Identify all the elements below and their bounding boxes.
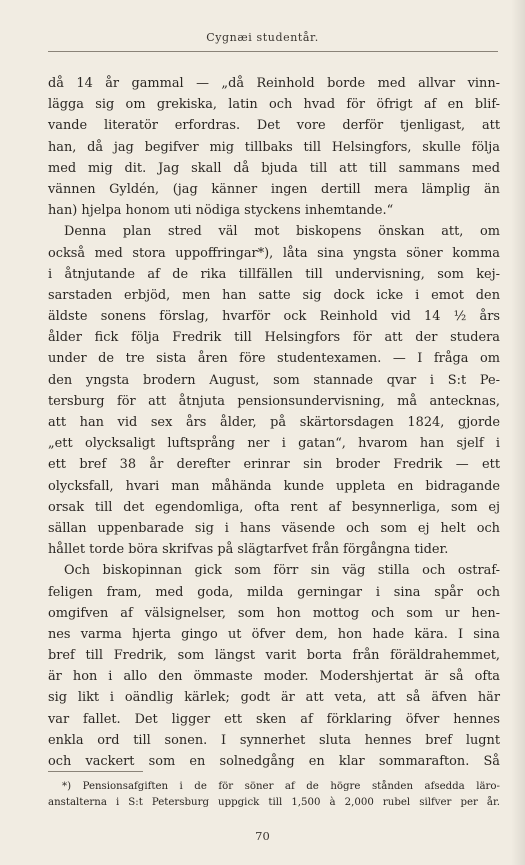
text-line: och vackert som en solnedgång en klar sommarafton. Så [48,754,500,769]
text-line: sig likt i oändlig kärlek; godt är att veta, att så äfven här [48,690,500,706]
text-line: hållet torde böra skrifvas på slägtarfvet från förgångna tider. [48,542,449,558]
text-line: vännen Gyldén, (jag känner ingen dertill mera lämplig än [48,181,500,197]
text-line: Denna plan stred väl mot biskopens önskan att, om [64,224,500,240]
text-line: under de tre sista åren före studentexamen. — I fråga om [48,351,500,367]
text-line: nes varma hjerta gingo ut öfver dem, hon hade kära. I sina [48,626,500,642]
page-number: 70 [255,829,270,843]
text-line: omgifven af välsignelser, som hon mottog och som ur hen- [48,605,500,621]
text-line: med mig dit. Jag skall då bjuda till att till sammans med [48,160,500,176]
text-line: äldste sonens förslag, hvarför ock Reinhold vid 14 ½ års [48,309,500,325]
text-line: är hon i allo den ömmaste moder. Modershjertat är så ofta [48,669,500,685]
text-line: enkla ord till sonen. I synnerhet sluta hennes bref lugnt [48,732,500,748]
text-line: bref till Fredrik, som längst varit borta från föräldrahemmet, [48,648,500,664]
text-line: den yngsta brodern August, som stannade qvar i S:t Pe- [48,372,500,388]
footnote-line: anstalterna i S:t Petersburg uppgick till 1,500 à 2,000 rubel silfver per år. [48,797,500,808]
running-header: Cygnæi studentår. [206,31,319,44]
text-line: tersburg för att åtnjuta pensionsundervisning, må antecknas, [48,393,500,409]
text-line: i åtnjutande af de rika tillfällen till undervisning, som kej- [48,266,500,282]
text-line: olycksfall, hvari man måhända kunde uppleta en bidragande [48,478,500,494]
text-line: han) hjelpa honom uti nödiga styckens inhemtande.“ [48,203,394,219]
body-text [48,73,500,772]
text-line: då 14 år gammal — „då Reinhold borde med allvar vinn- [48,76,500,91]
header-rule [48,51,498,52]
text-line: ålder fick följa Fredrik till Helsingfors för att der studera [48,330,500,346]
page-edge-shadow [511,0,525,865]
text-line: Och biskopinnan gick som förr sin väg stilla och ostraf- [64,563,500,579]
text-line: sarstaden erbjöd, men han satte sig dock icke i emot den [48,287,500,303]
text-line: var fallet. Det ligger ett sken af förklaring öfver hennes [48,711,500,727]
text-line: att han vid sex års ålder, på skärtorsdagen 1824, gjorde [48,415,500,430]
text-line: vande literatör erfordras. Det vore derför tjenligast, att [48,118,500,134]
footnote-rule [48,771,143,772]
text-line: lägga sig om grekiska, latin och hvad för öfrigt af en blif- [48,97,500,113]
text-line: ett bref 38 år derefter erinrar sin broder Fredrik — ett [48,457,500,473]
footnote [48,779,500,811]
text-line: orsak till det egendomliga, ofta rent af besynnerliga, som ej [48,499,500,515]
text-line: också med stora uppoffringar*), låta sina yngsta söner komma [48,245,500,261]
footnote-line: *) Pensionsafgiften i de för söner af de högre stånden afsedda läro- [62,781,500,792]
text-line: „ett olycksaligt luftsprång ner i gatan“, hvarom han sjelf i [48,436,500,452]
text-line: feligen fram, med goda, milda gerningar i sina spår och [48,584,500,600]
text-line: sällan uppenbarade sig i hans väsende och som ej helt och [48,520,500,536]
text-line: han, då jag begifver mig tillbaks till Helsingfors, skulle följa [48,139,500,155]
